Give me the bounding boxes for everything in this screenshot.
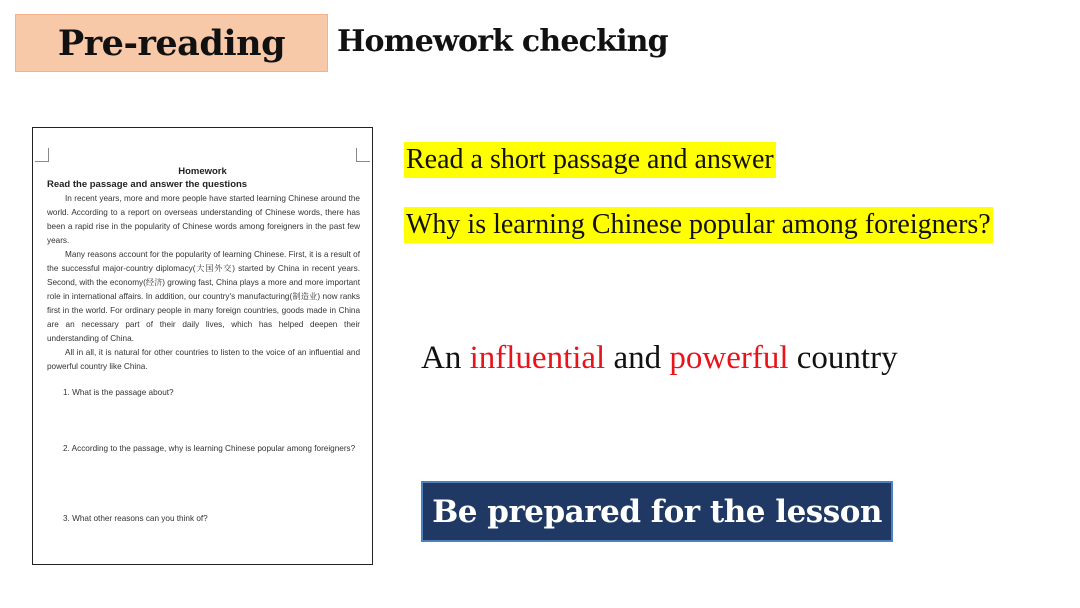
task-instruction: Read a short passage and answer [404,142,776,178]
passage-paragraph: In recent years, more and more people have started learning Chinese around the world. According to a report on overseas understanding of Chinese words, there has been a rapid rise in the popularity of Chinese words among foreigners in the past few years. [47,194,360,245]
document-question [47,442,360,456]
document-title: Homework [178,166,227,177]
passage-paragraph: Many reasons account for the popularity of learning Chinese. First, it is a result of the successful major-country diplomacy(大国外交) started by China in recent years. Second, with the economy(经济) growing fast, China plays a more and more important role in international affairs. In addition, our country's manufacturing(制造业) now ranks first in the world. For ordinary people in many foreign countries, goods made in China are an necessary part of their daily lives, which has helped deepen their understanding of China. [47,250,360,343]
question-text: 3. What other reasons can you think of? [63,514,208,523]
slide-heading: Homework checking [337,24,668,59]
document-question [47,386,360,400]
answer-text [421,338,898,378]
lesson-banner: Be prepared for the lesson [421,481,893,542]
answer-part: and [605,340,670,376]
document-instruction: Read the passage and answer the questions [47,179,248,190]
answer-part: country [788,340,898,376]
homework-document [32,127,373,565]
page-corner-mark [35,148,49,162]
page-corner-mark [356,148,370,162]
document-passage [47,192,360,374]
section-tag: Pre-reading [15,14,328,72]
task-question: Why is learning Chinese popular among foreigners? [404,207,993,243]
passage-paragraph: All in all, it is natural for other countries to listen to the voice of an influential and powerful country like China. [47,348,360,371]
answer-part: An [421,340,470,376]
question-text: 2. According to the passage, why is learning Chinese popular among foreigners? [63,444,356,453]
document-question [47,512,360,526]
answer-keyword: influential [469,340,606,376]
answer-keyword: powerful [669,340,789,376]
question-text: 1. What is the passage about? [63,388,174,397]
